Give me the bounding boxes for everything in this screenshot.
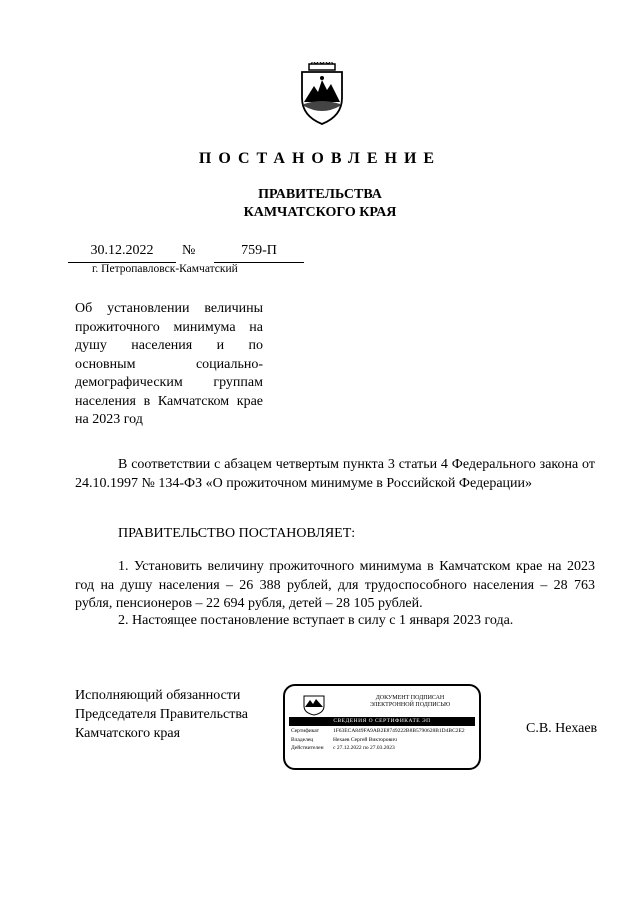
- issuer-line-1: ПРАВИТЕЛЬСТВА: [258, 187, 382, 202]
- stamp-title-line-1: ДОКУМЕНТ ПОДПИСАН: [375, 695, 445, 701]
- document-subject: Об установлении величины прожиточного минимума на душу населения и по основным социально-демографическим группам населения в Камчатском крае на 2023 год: [75, 301, 263, 427]
- signer-position-line-3: Камчатского края: [75, 726, 181, 741]
- stamp-certificate-bar: СВЕДЕНИЯ О СЕРТИФИКАТЕ ЭП: [289, 717, 475, 726]
- stamp-owner-label: Владелец: [291, 736, 314, 743]
- stamp-cert-value: 1F63ECA849FA9AB2E8749222B8B5790628B1D4BC2E2: [333, 728, 465, 734]
- stamp-valid-label: Действителен: [291, 745, 324, 751]
- issuer-line-2: КАМЧАТСКОГО КРАЯ: [243, 205, 397, 220]
- document-number: 759-П: [241, 243, 277, 258]
- coat-of-arms-emblem: [296, 62, 348, 126]
- item-1-paragraph: 1. Установить величину прожиточного минимума в Камчатском крае на 2023 год на душу населения – 26 388 рублей, для трудоспособного населения – 28 763 рубля, пенсионеров – 22 694 рубля, детей – 28 105 рублей.: [75, 559, 595, 611]
- document-date: 30.12.2022: [90, 243, 154, 258]
- stamp-valid-value: с 27.12.2022 по 27.03.2023: [333, 745, 395, 751]
- electronic-signature-stamp: [283, 684, 481, 770]
- stamp-cert-label: Сертификат: [291, 728, 319, 734]
- resolve-heading: ПРАВИТЕЛЬСТВО ПОСТАНОВЛЯЕТ:: [118, 526, 356, 541]
- preamble-paragraph: В соответствии с абзацем четвертым пункта 3 статьи 4 Федерального закона от 24.10.1997 № 134-ФЗ «О прожиточном минимуме в Российской Федерации»: [75, 457, 595, 491]
- stamp-title-line-2: ЭЛЕКТРОННОЙ ПОДПИСЬЮ: [369, 702, 451, 708]
- signer-name: С.В. Нехаев: [526, 721, 598, 736]
- stamp-title: [345, 695, 475, 709]
- item-2-paragraph: 2. Настоящее постановление вступает в силу с 1 января 2023 года.: [118, 613, 514, 628]
- number-sign: №: [182, 243, 196, 258]
- stamp-row-owner: [291, 737, 475, 744]
- stamp-row-certificate: [291, 728, 475, 735]
- signer-position-line-2: Председателя Правительства: [75, 707, 249, 722]
- stamp-row-validity: [291, 745, 475, 752]
- signer-position-line-1: Исполняющий обязанности: [75, 688, 241, 703]
- stamp-details: [291, 728, 475, 754]
- issuer-name: [0, 186, 640, 222]
- stamp-emblem-icon: [301, 694, 327, 716]
- document-type-title: ПОСТАНОВЛЕНИЕ: [198, 150, 442, 167]
- stamp-owner-value: Нехаев Сергей Викторович: [333, 736, 397, 743]
- document-place: г. Петропавловск-Камчатский: [92, 263, 238, 275]
- signer-position: [75, 686, 248, 743]
